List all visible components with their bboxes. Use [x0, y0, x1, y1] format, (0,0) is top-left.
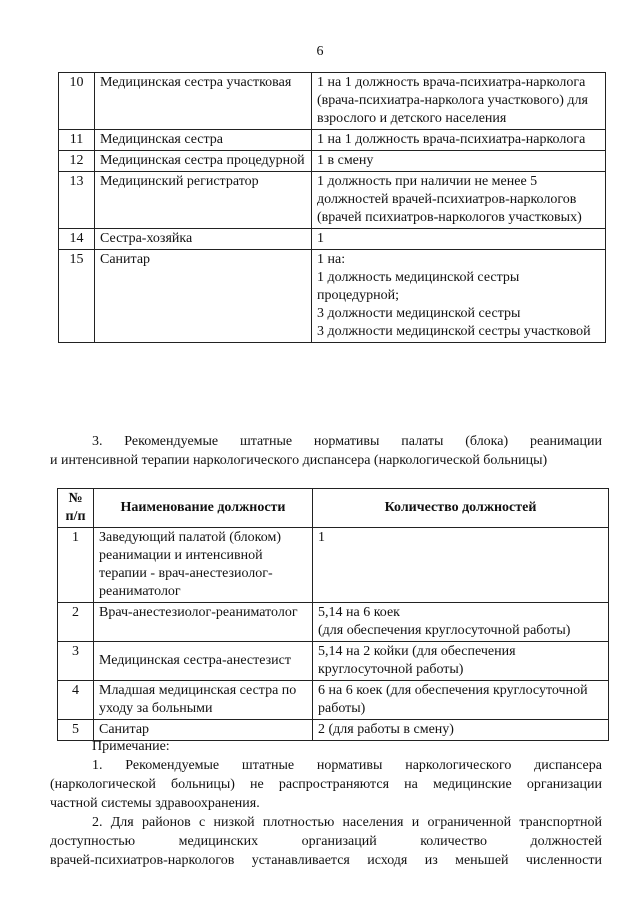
row-number: 3	[58, 642, 94, 681]
table-row	[59, 130, 606, 151]
position-name: Младшая медицинская сестра по уходу за больными	[94, 681, 313, 720]
position-quantity: 6 на 6 коек (для обеспечения круглосуточной работы)	[313, 681, 609, 720]
row-number: 2	[58, 603, 94, 642]
position-quantity: 5,14 на 6 коек (для обеспечения круглосуточной работы)	[313, 603, 609, 642]
note-line: 2. Для районов с низкой плотностью населения и ограниченной транспортной	[92, 815, 602, 830]
position-name: Медицинский регистратор	[95, 172, 312, 229]
section-3-heading-line: и интенсивной терапии наркологического диспансера (наркологической больницы)	[50, 453, 548, 468]
page-number: 6	[316, 44, 324, 59]
position-quantity: 1	[313, 528, 609, 603]
table-row	[59, 172, 606, 229]
notes-block	[50, 737, 602, 870]
position-quantity: 1	[312, 229, 606, 250]
row-number: 11	[59, 130, 95, 151]
table-row	[59, 151, 606, 172]
row-number: 15	[59, 250, 95, 343]
table-row	[59, 73, 606, 130]
position-name: Медицинская сестра-анестезист	[94, 642, 313, 681]
position-name: Сестра-хозяйка	[95, 229, 312, 250]
position-name: Медицинская сестра процедурной	[95, 151, 312, 172]
note-line: врачей-психиатров-наркологов устанавливается исходя из меньшей численности	[50, 853, 602, 868]
notes-title: Примечание:	[92, 739, 170, 754]
staffing-table-continued	[58, 72, 606, 343]
row-number: 13	[59, 172, 95, 229]
row-number: 5	[58, 720, 94, 741]
position-quantity: 1 на: 1 должность медицинской сестры процедурной; 3 должности медицинской сестры 3 должности медицинской сестры участковой	[312, 250, 606, 343]
table-row	[58, 642, 609, 681]
position-quantity: 1 на 1 должность врача-психиатра-нарколога	[312, 130, 606, 151]
table-row	[59, 229, 606, 250]
table-row	[58, 681, 609, 720]
note-line: (наркологической больницы) не распространяются на медицинские организации	[50, 777, 602, 792]
row-number: 10	[59, 73, 95, 130]
table-row	[59, 250, 606, 343]
note-line: частной системы здравоохранения.	[50, 796, 260, 811]
position-quantity: 2 (для работы в смену)	[313, 720, 609, 741]
position-quantity: 5,14 на 2 койки (для обеспечения круглосуточной работы)	[313, 642, 609, 681]
position-name: Санитар	[95, 250, 312, 343]
position-name: Врач-анестезиолог-реаниматолог	[94, 603, 313, 642]
row-number: 1	[58, 528, 94, 603]
position-quantity: 1 в смену	[312, 151, 606, 172]
header-number: № п/п	[58, 489, 94, 528]
position-quantity: 1 должность при наличии не менее 5 должностей врачей-психиатров-наркологов (врачей психиатров-наркологов участковых)	[312, 172, 606, 229]
header-position: Наименование должности	[94, 489, 313, 528]
row-number: 14	[59, 229, 95, 250]
row-number: 4	[58, 681, 94, 720]
header-quantity: Количество должностей	[313, 489, 609, 528]
position-name: Медицинская сестра участковая	[95, 73, 312, 130]
position-name: Медицинская сестра	[95, 130, 312, 151]
row-number: 12	[59, 151, 95, 172]
section-3-heading-line: 3. Рекомендуемые штатные нормативы палаты (блока) реанимации	[92, 434, 602, 449]
icu-staffing-table	[57, 488, 609, 741]
table-header-row	[58, 489, 609, 528]
position-name: Санитар	[94, 720, 313, 741]
table-row	[58, 603, 609, 642]
position-name: Заведующий палатой (блоком) реанимации и интенсивной терапии - врач-анестезиолог-реаниматолог	[94, 528, 313, 603]
table-row	[58, 528, 609, 603]
section-3-heading	[50, 432, 602, 470]
position-quantity: 1 на 1 должность врача-психиатра-нарколога (врача-психиатра-нарколога участкового) для взрослого и детского населения	[312, 73, 606, 130]
note-line: 1. Рекомендуемые штатные нормативы наркологического диспансера	[92, 758, 602, 773]
note-line: доступностью медицинских организаций количество должностей	[50, 834, 602, 849]
